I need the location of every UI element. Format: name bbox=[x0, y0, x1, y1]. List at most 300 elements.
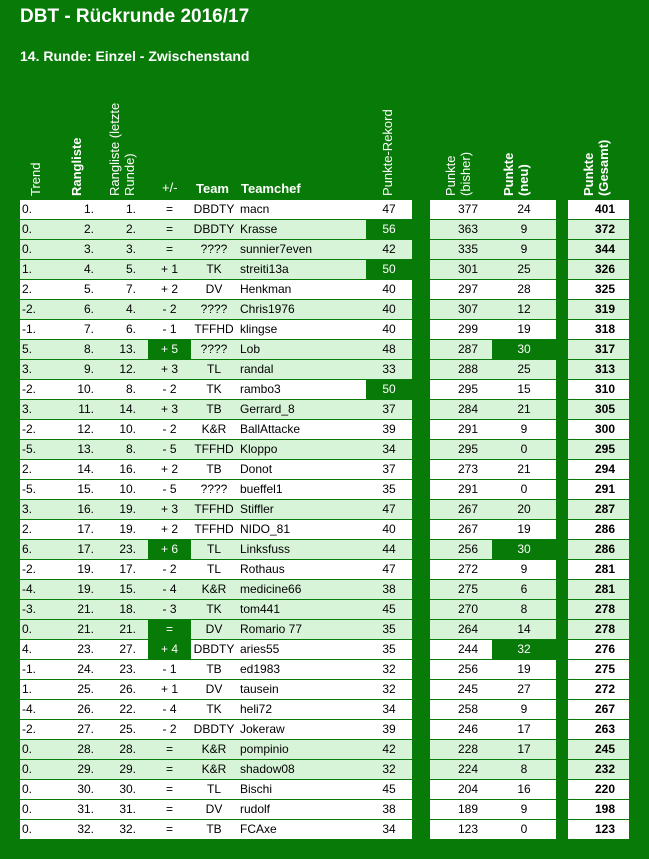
last-rank-cell: 31. bbox=[106, 800, 148, 819]
rekord-cell: 50 bbox=[366, 260, 412, 279]
header-teamchef: Teamchef bbox=[241, 181, 301, 196]
table-row bbox=[0, 520, 649, 539]
rank-cell: 13. bbox=[56, 440, 106, 459]
table-row bbox=[0, 400, 649, 419]
last-rank-cell: 22. bbox=[106, 700, 148, 719]
teamchef-cell: sunnier7even bbox=[237, 240, 366, 259]
rank-cell: 17. bbox=[56, 520, 106, 539]
rank-cell: 10. bbox=[56, 380, 106, 399]
delta-cell: + 3 bbox=[148, 400, 191, 419]
bisher-cell: 297 bbox=[430, 280, 492, 299]
last-rank-cell: 5. bbox=[106, 260, 148, 279]
last-rank-cell: 19. bbox=[106, 500, 148, 519]
table-row bbox=[0, 460, 649, 479]
header-gesamt: Punkte (Gesamt) bbox=[581, 139, 611, 196]
team-cell: TL bbox=[191, 780, 237, 799]
bisher-cell: 301 bbox=[430, 260, 492, 279]
teamchef-cell: medicine66 bbox=[237, 580, 366, 599]
rank-cell: 4. bbox=[56, 260, 106, 279]
team-cell: TK bbox=[191, 600, 237, 619]
delta-cell: + 1 bbox=[148, 680, 191, 699]
teamchef-cell: rambo3 bbox=[237, 380, 366, 399]
team-cell: K&R bbox=[191, 740, 237, 759]
neu-cell: 17 bbox=[492, 740, 556, 759]
teamchef-cell: macn bbox=[237, 200, 366, 219]
table-row bbox=[0, 660, 649, 679]
trend-cell: 1. bbox=[20, 680, 56, 699]
neu-cell: 30 bbox=[492, 340, 556, 359]
trend-cell: 2. bbox=[20, 280, 56, 299]
bisher-cell: 291 bbox=[430, 420, 492, 439]
trend-cell: 0. bbox=[20, 820, 56, 839]
table-row bbox=[0, 620, 649, 639]
rekord-cell: 32 bbox=[366, 680, 412, 699]
teamchef-cell: Bischi bbox=[237, 780, 366, 799]
delta-cell: + 3 bbox=[148, 500, 191, 519]
team-cell: TB bbox=[191, 400, 237, 419]
neu-cell: 21 bbox=[492, 400, 556, 419]
last-rank-cell: 23. bbox=[106, 540, 148, 559]
bisher-cell: 307 bbox=[430, 300, 492, 319]
neu-cell: 27 bbox=[492, 680, 556, 699]
neu-cell: 16 bbox=[492, 780, 556, 799]
table-row bbox=[0, 640, 649, 659]
neu-cell: 20 bbox=[492, 500, 556, 519]
gesamt-cell: 198 bbox=[568, 800, 629, 819]
team-cell: DV bbox=[191, 680, 237, 699]
team-cell: DBDTY bbox=[191, 640, 237, 659]
last-rank-cell: 12. bbox=[106, 360, 148, 379]
neu-cell: 19 bbox=[492, 520, 556, 539]
team-cell: TL bbox=[191, 540, 237, 559]
header-trend: Trend bbox=[28, 162, 43, 196]
last-rank-cell: 2. bbox=[106, 220, 148, 239]
team-cell: TB bbox=[191, 820, 237, 839]
last-rank-cell: 29. bbox=[106, 760, 148, 779]
trend-cell: 0. bbox=[20, 760, 56, 779]
trend-cell: -1. bbox=[20, 660, 56, 679]
gesamt-cell: 278 bbox=[568, 620, 629, 639]
neu-cell: 0 bbox=[492, 440, 556, 459]
table-row bbox=[0, 680, 649, 699]
gesamt-cell: 263 bbox=[568, 720, 629, 739]
last-rank-cell: 8. bbox=[106, 380, 148, 399]
rank-cell: 31. bbox=[56, 800, 106, 819]
bisher-cell: 288 bbox=[430, 360, 492, 379]
rank-cell: 6. bbox=[56, 300, 106, 319]
bisher-cell: 245 bbox=[430, 680, 492, 699]
bisher-cell: 264 bbox=[430, 620, 492, 639]
neu-cell: 12 bbox=[492, 300, 556, 319]
delta-cell: = bbox=[148, 820, 191, 839]
last-rank-cell: 25. bbox=[106, 720, 148, 739]
table-row bbox=[0, 420, 649, 439]
table-row bbox=[0, 600, 649, 619]
neu-cell: 9 bbox=[492, 240, 556, 259]
neu-cell: 9 bbox=[492, 560, 556, 579]
bisher-cell: 291 bbox=[430, 480, 492, 499]
table-row bbox=[0, 820, 649, 839]
trend-cell: 0. bbox=[20, 240, 56, 259]
delta-cell: = bbox=[148, 800, 191, 819]
rekord-cell: 32 bbox=[366, 660, 412, 679]
bisher-cell: 267 bbox=[430, 520, 492, 539]
rank-cell: 7. bbox=[56, 320, 106, 339]
team-cell: TFFHD bbox=[191, 520, 237, 539]
team-cell: TB bbox=[191, 460, 237, 479]
trend-cell: -5. bbox=[20, 440, 56, 459]
trend-cell: 5. bbox=[20, 340, 56, 359]
neu-cell: 19 bbox=[492, 320, 556, 339]
gesamt-cell: 286 bbox=[568, 520, 629, 539]
rekord-cell: 33 bbox=[366, 360, 412, 379]
delta-cell: + 2 bbox=[148, 460, 191, 479]
trend-cell: -2. bbox=[20, 560, 56, 579]
teamchef-cell: Rothaus bbox=[237, 560, 366, 579]
trend-cell: 4. bbox=[20, 640, 56, 659]
header-rangliste: Rangliste bbox=[69, 137, 84, 196]
teamchef-cell: BallAttacke bbox=[237, 420, 366, 439]
delta-cell: = bbox=[148, 760, 191, 779]
teamchef-cell: Chris1976 bbox=[237, 300, 366, 319]
last-rank-cell: 1. bbox=[106, 200, 148, 219]
delta-cell: - 5 bbox=[148, 440, 191, 459]
team-cell: DBDTY bbox=[191, 720, 237, 739]
rank-cell: 12. bbox=[56, 420, 106, 439]
delta-cell: - 2 bbox=[148, 300, 191, 319]
last-rank-cell: 28. bbox=[106, 740, 148, 759]
table-row bbox=[0, 220, 649, 239]
neu-cell: 0 bbox=[492, 820, 556, 839]
trend-cell: -2. bbox=[20, 380, 56, 399]
table-row bbox=[0, 340, 649, 359]
table-row bbox=[0, 380, 649, 399]
gesamt-cell: 318 bbox=[568, 320, 629, 339]
neu-cell: 15 bbox=[492, 380, 556, 399]
teamchef-cell: Lob bbox=[237, 340, 366, 359]
teamchef-cell: rudolf bbox=[237, 800, 366, 819]
table-row bbox=[0, 240, 649, 259]
delta-cell: + 2 bbox=[148, 280, 191, 299]
delta-cell: + 5 bbox=[148, 340, 191, 359]
bisher-cell: 363 bbox=[430, 220, 492, 239]
neu-cell: 8 bbox=[492, 760, 556, 779]
table-row bbox=[0, 500, 649, 519]
last-rank-cell: 4. bbox=[106, 300, 148, 319]
rank-cell: 21. bbox=[56, 600, 106, 619]
header-bisher: Punkte (bisher) bbox=[443, 151, 473, 196]
table-row bbox=[0, 200, 649, 219]
teamchef-cell: heli72 bbox=[237, 700, 366, 719]
team-cell: K&R bbox=[191, 580, 237, 599]
gesamt-cell: 275 bbox=[568, 660, 629, 679]
gesamt-cell: 278 bbox=[568, 600, 629, 619]
rekord-cell: 34 bbox=[366, 440, 412, 459]
rank-cell: 21. bbox=[56, 620, 106, 639]
last-rank-cell: 8. bbox=[106, 440, 148, 459]
trend-cell: 0. bbox=[20, 740, 56, 759]
table-row bbox=[0, 320, 649, 339]
rank-cell: 14. bbox=[56, 460, 106, 479]
last-rank-cell: 10. bbox=[106, 480, 148, 499]
trend-cell: 0. bbox=[20, 620, 56, 639]
trend-cell: 3. bbox=[20, 500, 56, 519]
table-row bbox=[0, 480, 649, 499]
team-cell: ???? bbox=[191, 240, 237, 259]
bisher-cell: 267 bbox=[430, 500, 492, 519]
bisher-cell: 224 bbox=[430, 760, 492, 779]
trend-cell: -5. bbox=[20, 480, 56, 499]
trend-cell: -4. bbox=[20, 700, 56, 719]
team-cell: DV bbox=[191, 620, 237, 639]
header-team: Team bbox=[196, 181, 229, 196]
header-rekord: Punkte-Rekord bbox=[380, 109, 395, 196]
table-row bbox=[0, 720, 649, 739]
teamchef-cell: Krasse bbox=[237, 220, 366, 239]
header-plusminus: +/- bbox=[162, 180, 178, 195]
delta-cell: - 3 bbox=[148, 600, 191, 619]
rank-cell: 32. bbox=[56, 820, 106, 839]
trend-cell: -2. bbox=[20, 420, 56, 439]
bisher-cell: 123 bbox=[430, 820, 492, 839]
gesamt-cell: 372 bbox=[568, 220, 629, 239]
bisher-cell: 275 bbox=[430, 580, 492, 599]
rekord-cell: 39 bbox=[366, 420, 412, 439]
team-cell: DV bbox=[191, 800, 237, 819]
gesamt-cell: 220 bbox=[568, 780, 629, 799]
bisher-cell: 228 bbox=[430, 740, 492, 759]
rekord-cell: 34 bbox=[366, 700, 412, 719]
last-rank-cell: 6. bbox=[106, 320, 148, 339]
rekord-cell: 37 bbox=[366, 400, 412, 419]
teamchef-cell: ed1983 bbox=[237, 660, 366, 679]
rekord-cell: 37 bbox=[366, 460, 412, 479]
trend-cell: 0. bbox=[20, 220, 56, 239]
delta-cell: + 6 bbox=[148, 540, 191, 559]
teamchef-cell: NIDO_81 bbox=[237, 520, 366, 539]
team-cell: ???? bbox=[191, 340, 237, 359]
team-cell: TK bbox=[191, 380, 237, 399]
bisher-cell: 246 bbox=[430, 720, 492, 739]
team-cell: TK bbox=[191, 700, 237, 719]
rekord-cell: 42 bbox=[366, 740, 412, 759]
rekord-cell: 44 bbox=[366, 540, 412, 559]
last-rank-cell: 7. bbox=[106, 280, 148, 299]
neu-cell: 25 bbox=[492, 260, 556, 279]
gesamt-cell: 294 bbox=[568, 460, 629, 479]
rekord-cell: 35 bbox=[366, 480, 412, 499]
teamchef-cell: Henkman bbox=[237, 280, 366, 299]
rank-cell: 28. bbox=[56, 740, 106, 759]
team-cell: TK bbox=[191, 260, 237, 279]
neu-cell: 9 bbox=[492, 800, 556, 819]
gesamt-cell: 325 bbox=[568, 280, 629, 299]
last-rank-cell: 18. bbox=[106, 600, 148, 619]
rank-cell: 16. bbox=[56, 500, 106, 519]
trend-cell: 3. bbox=[20, 400, 56, 419]
trend-cell: 0. bbox=[20, 780, 56, 799]
rank-cell: 26. bbox=[56, 700, 106, 719]
trend-cell: 0. bbox=[20, 800, 56, 819]
team-cell: TFFHD bbox=[191, 440, 237, 459]
rank-cell: 19. bbox=[56, 560, 106, 579]
neu-cell: 28 bbox=[492, 280, 556, 299]
rekord-cell: 40 bbox=[366, 300, 412, 319]
table-row bbox=[0, 300, 649, 319]
delta-cell: + 2 bbox=[148, 520, 191, 539]
neu-cell: 0 bbox=[492, 480, 556, 499]
table-row bbox=[0, 700, 649, 719]
trend-cell: 2. bbox=[20, 460, 56, 479]
neu-cell: 9 bbox=[492, 220, 556, 239]
rank-cell: 3. bbox=[56, 240, 106, 259]
gesamt-cell: 245 bbox=[568, 740, 629, 759]
delta-cell: - 1 bbox=[148, 660, 191, 679]
rank-cell: 29. bbox=[56, 760, 106, 779]
delta-cell: - 2 bbox=[148, 380, 191, 399]
rekord-cell: 40 bbox=[366, 280, 412, 299]
table-row bbox=[0, 360, 649, 379]
table-row bbox=[0, 780, 649, 799]
rekord-cell: 39 bbox=[366, 720, 412, 739]
gesamt-cell: 291 bbox=[568, 480, 629, 499]
teamchef-cell: bueffel1 bbox=[237, 480, 366, 499]
team-cell: TL bbox=[191, 560, 237, 579]
teamchef-cell: Donot bbox=[237, 460, 366, 479]
trend-cell: 2. bbox=[20, 520, 56, 539]
bisher-cell: 258 bbox=[430, 700, 492, 719]
teamchef-cell: aries55 bbox=[237, 640, 366, 659]
gesamt-cell: 281 bbox=[568, 560, 629, 579]
gesamt-cell: 267 bbox=[568, 700, 629, 719]
page-title: DBT - Rückrunde 2016/17 bbox=[20, 6, 250, 27]
rekord-cell: 45 bbox=[366, 600, 412, 619]
rank-cell: 24. bbox=[56, 660, 106, 679]
gesamt-cell: 344 bbox=[568, 240, 629, 259]
rank-cell: 30. bbox=[56, 780, 106, 799]
last-rank-cell: 3. bbox=[106, 240, 148, 259]
table-row bbox=[0, 280, 649, 299]
neu-cell: 17 bbox=[492, 720, 556, 739]
rekord-cell: 47 bbox=[366, 500, 412, 519]
rekord-cell: 34 bbox=[366, 820, 412, 839]
delta-cell: = bbox=[148, 620, 191, 639]
bisher-cell: 189 bbox=[430, 800, 492, 819]
trend-cell: 1. bbox=[20, 260, 56, 279]
table-row bbox=[0, 580, 649, 599]
table-row bbox=[0, 540, 649, 559]
team-cell: TFFHD bbox=[191, 320, 237, 339]
rank-cell: 25. bbox=[56, 680, 106, 699]
bisher-cell: 204 bbox=[430, 780, 492, 799]
neu-cell: 32 bbox=[492, 640, 556, 659]
delta-cell: - 5 bbox=[148, 480, 191, 499]
teamchef-cell: Linksfuss bbox=[237, 540, 366, 559]
delta-cell: + 1 bbox=[148, 260, 191, 279]
neu-cell: 9 bbox=[492, 420, 556, 439]
trend-cell: -3. bbox=[20, 600, 56, 619]
rank-cell: 5. bbox=[56, 280, 106, 299]
teamchef-cell: klingse bbox=[237, 320, 366, 339]
delta-cell: - 2 bbox=[148, 720, 191, 739]
team-cell: TL bbox=[191, 360, 237, 379]
rank-cell: 9. bbox=[56, 360, 106, 379]
rank-cell: 27. bbox=[56, 720, 106, 739]
gesamt-cell: 310 bbox=[568, 380, 629, 399]
rank-cell: 8. bbox=[56, 340, 106, 359]
neu-cell: 8 bbox=[492, 600, 556, 619]
trend-cell: -2. bbox=[20, 720, 56, 739]
bisher-cell: 295 bbox=[430, 380, 492, 399]
rank-cell: 11. bbox=[56, 400, 106, 419]
gesamt-cell: 295 bbox=[568, 440, 629, 459]
table-row bbox=[0, 440, 649, 459]
rekord-cell: 40 bbox=[366, 320, 412, 339]
last-rank-cell: 17. bbox=[106, 560, 148, 579]
last-rank-cell: 30. bbox=[106, 780, 148, 799]
gesamt-cell: 319 bbox=[568, 300, 629, 319]
gesamt-cell: 313 bbox=[568, 360, 629, 379]
team-cell: DBDTY bbox=[191, 200, 237, 219]
rank-cell: 17. bbox=[56, 540, 106, 559]
last-rank-cell: 27. bbox=[106, 640, 148, 659]
teamchef-cell: tausein bbox=[237, 680, 366, 699]
delta-cell: + 4 bbox=[148, 640, 191, 659]
last-rank-cell: 19. bbox=[106, 520, 148, 539]
rank-cell: 19. bbox=[56, 580, 106, 599]
delta-cell: = bbox=[148, 240, 191, 259]
header-rangliste-letzte: Rangliste (letzte Runde) bbox=[107, 102, 137, 196]
neu-cell: 21 bbox=[492, 460, 556, 479]
page-subtitle: 14. Runde: Einzel - Zwischenstand bbox=[20, 48, 250, 64]
delta-cell: - 2 bbox=[148, 560, 191, 579]
rekord-cell: 35 bbox=[366, 620, 412, 639]
rekord-cell: 38 bbox=[366, 800, 412, 819]
rekord-cell: 35 bbox=[366, 640, 412, 659]
teamchef-cell: randal bbox=[237, 360, 366, 379]
neu-cell: 19 bbox=[492, 660, 556, 679]
header-neu: Punkte (neu) bbox=[501, 152, 531, 196]
gesamt-cell: 281 bbox=[568, 580, 629, 599]
teamchef-cell: FCAxe bbox=[237, 820, 366, 839]
rank-cell: 15. bbox=[56, 480, 106, 499]
last-rank-cell: 14. bbox=[106, 400, 148, 419]
table-row bbox=[0, 800, 649, 819]
gesamt-cell: 401 bbox=[568, 200, 629, 219]
gesamt-cell: 123 bbox=[568, 820, 629, 839]
bisher-cell: 284 bbox=[430, 400, 492, 419]
bisher-cell: 295 bbox=[430, 440, 492, 459]
rekord-cell: 56 bbox=[366, 220, 412, 239]
delta-cell: - 1 bbox=[148, 320, 191, 339]
rekord-cell: 40 bbox=[366, 520, 412, 539]
trend-cell: 3. bbox=[20, 360, 56, 379]
last-rank-cell: 13. bbox=[106, 340, 148, 359]
teamchef-cell: Romario 77 bbox=[237, 620, 366, 639]
rekord-cell: 32 bbox=[366, 760, 412, 779]
gesamt-cell: 272 bbox=[568, 680, 629, 699]
team-cell: TB bbox=[191, 660, 237, 679]
last-rank-cell: 15. bbox=[106, 580, 148, 599]
neu-cell: 14 bbox=[492, 620, 556, 639]
delta-cell: - 2 bbox=[148, 420, 191, 439]
gesamt-cell: 326 bbox=[568, 260, 629, 279]
trend-cell: -1. bbox=[20, 320, 56, 339]
neu-cell: 30 bbox=[492, 540, 556, 559]
teamchef-cell: Kloppo bbox=[237, 440, 366, 459]
gesamt-cell: 232 bbox=[568, 760, 629, 779]
last-rank-cell: 16. bbox=[106, 460, 148, 479]
